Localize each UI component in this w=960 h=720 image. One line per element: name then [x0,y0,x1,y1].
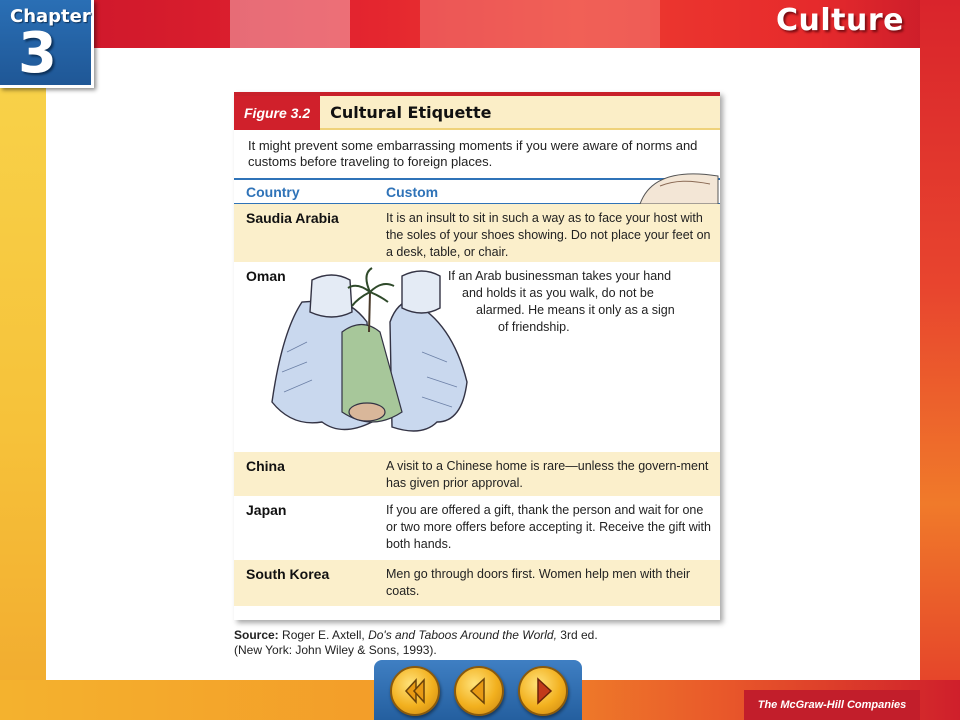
custom-cell-line: alarmed. He means it only as a sign [476,303,675,317]
custom-cell-line: of friendship. [498,320,570,334]
figure-header [234,96,720,130]
figure-card [234,92,720,620]
right-band [920,0,960,720]
table-row [234,262,720,452]
source-label: Source: [234,628,279,642]
source-note [234,628,734,658]
country-cell: South Korea [246,566,330,582]
column-headers [234,178,720,204]
chapter-number: 3 [18,21,57,86]
left-arrow-icon [456,668,502,714]
right-arrow-icon [520,668,566,714]
custom-cell: A visit to a Chinese home is rare—unless the govern-ment has given prior approval. [386,459,709,490]
banner-stripe [230,0,350,48]
country-cell: Saudia Arabia [246,210,339,226]
hand-illustration [630,166,720,206]
nav-bar [374,660,582,720]
column-header-country: Country [246,184,300,200]
source-edition: 3rd ed. [560,628,598,642]
source-author: Roger E. Axtell, [282,628,365,642]
custom-cell-line: If an Arab businessman takes your hand [448,269,672,283]
section-title: Culture [776,3,904,38]
next-slide-button[interactable] [518,666,568,716]
country-cell: Japan [246,502,287,518]
table-row [234,204,720,262]
first-slide-button[interactable] [390,666,440,716]
double-left-arrow-icon [392,668,438,714]
publisher-logo [744,690,920,720]
figure-title-bar [320,96,720,130]
previous-slide-button[interactable] [454,666,504,716]
figure-intro: It might prevent some embarrassing moments if you were aware of norms and customs before traveling to foreign places. [248,138,698,169]
source-publisher: (New York: John Wiley & Sons, 1993). [234,643,437,657]
left-band [0,48,46,680]
source-book: Do's and Taboos Around the World, [368,628,557,642]
custom-cell: It is an insult to sit in such a way as to face your host with the soles of your shoes showing. Do not place your feet on a desk, table, or chair. [386,211,711,259]
chapter-badge [0,0,94,88]
banner-stripe [420,0,660,48]
custom-cell: If you are offered a gift, thank the person and wait for one or two more offers before accepting it. Receive the gift with both hands. [386,503,711,551]
arab-businessmen-illustration [262,262,492,452]
column-header-custom: Custom [386,184,439,200]
table-row [234,560,720,606]
table-row [234,452,720,496]
chapter-label: Chapter [10,6,91,27]
figure-number: Figure 3.2 [234,96,320,130]
custom-cell-line: and holds it as you walk, do not be [462,286,654,300]
country-cell: China [246,458,285,474]
country-cell: Oman [246,268,286,284]
table-row [234,496,720,560]
custom-cell: Men go through doors first. Women help men with their coats. [386,567,691,598]
figure-title: Cultural Etiquette [330,102,492,122]
publisher-name: The McGraw-Hill Companies [757,699,907,711]
